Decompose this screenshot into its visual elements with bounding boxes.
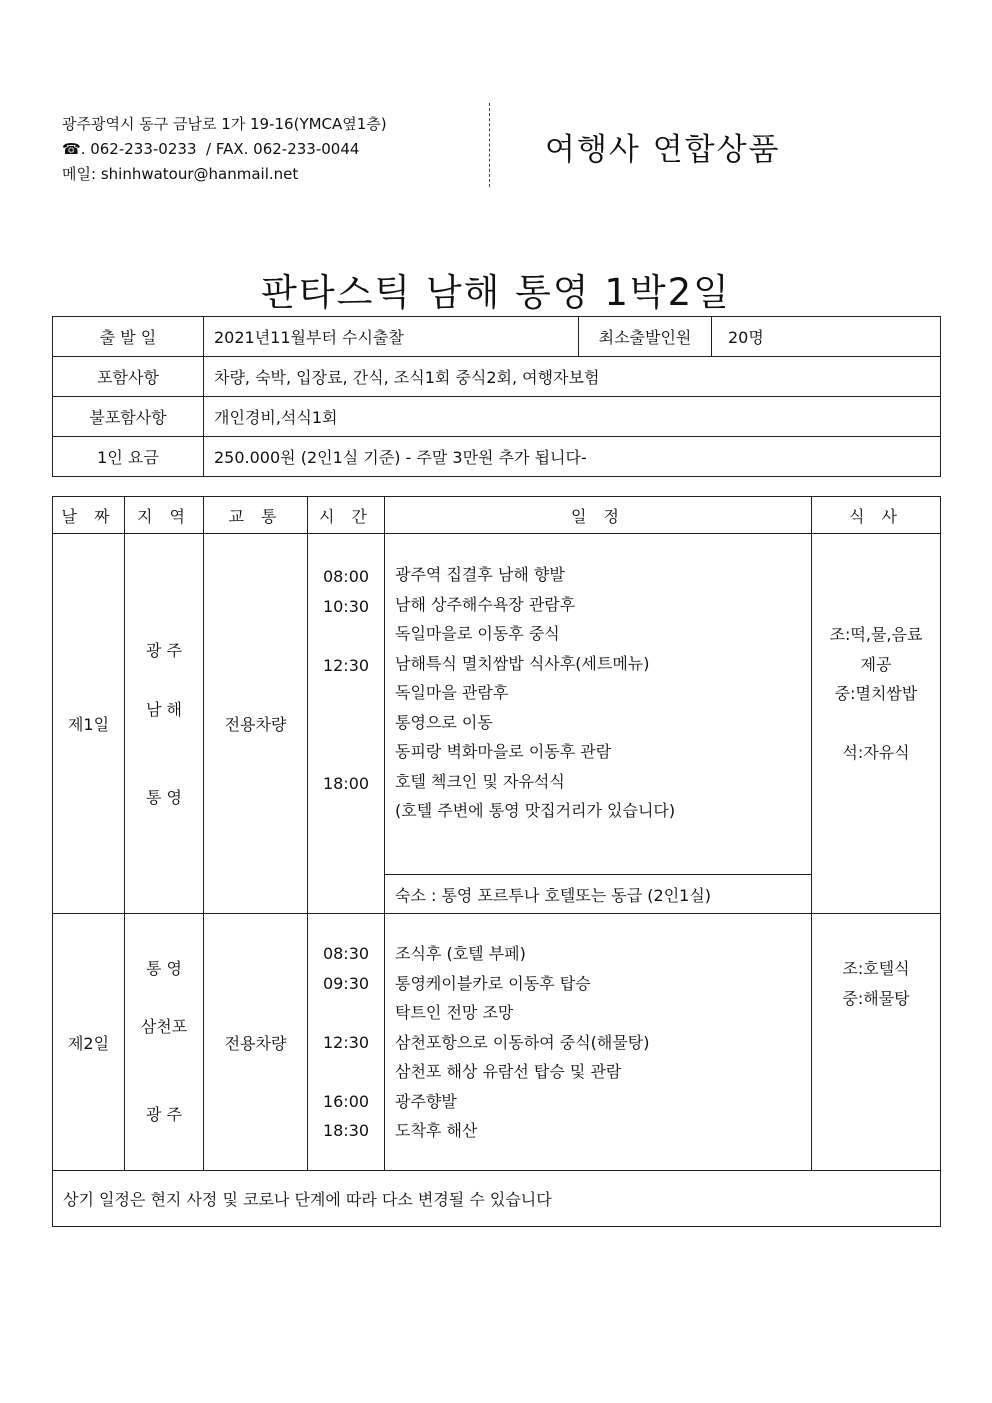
time-slot: 08:00 — [322, 567, 370, 586]
min-people-label: 최소출발인원 — [579, 317, 712, 357]
time-slot — [308, 998, 384, 1028]
itinerary-item: 독일마을로 이동후 중식 — [395, 624, 560, 643]
itinerary-item: 탁트인 전망 조망 — [395, 1003, 514, 1022]
phone-number: . 062-233-0233 — [80, 140, 197, 158]
header-meal: 식 사 — [812, 497, 941, 534]
day1-lodging: 숙소 : 통영 포르투나 호텔또는 동급 (2인1실) — [385, 875, 812, 914]
meal-item: 석:자유식 — [842, 743, 910, 762]
header-region: 지 역 — [125, 497, 204, 534]
day2-region: 삼천포 — [140, 1016, 188, 1036]
itinerary-item: 삼천포항으로 이동하여 중식(해물탕) — [395, 1032, 650, 1052]
meal-item: 조:호텔식 — [842, 959, 910, 978]
info-table — [52, 316, 941, 477]
company-address: 광주광역시 동구 금남로 1가 19-16(YMCA옆1층) — [62, 115, 387, 133]
day1-itinerary — [385, 534, 812, 875]
departure-value: 2021년11월부터 수시출찰 — [204, 317, 579, 357]
header-time: 시 간 — [308, 497, 385, 534]
time-slot — [308, 680, 384, 710]
included-row — [53, 357, 941, 397]
time-slot: 12:30 — [322, 655, 370, 675]
meal-item: 조:떡,물,음료 — [829, 625, 923, 644]
header-itinerary: 일 정 — [385, 497, 812, 534]
time-slot — [308, 710, 384, 740]
day2-label: 제2일 — [53, 914, 125, 1171]
header-transport: 교 통 — [204, 497, 308, 534]
itinerary-item: 통영케이블카로 이동후 탑승 — [395, 973, 591, 993]
time-slot: 09:30 — [322, 973, 370, 993]
excluded-value: 개인경비,석식1회 — [204, 397, 941, 437]
time-slot: 18:00 — [322, 773, 370, 793]
day2-region: 광 주 — [146, 1104, 182, 1124]
company-contact — [62, 112, 387, 187]
product-type: 여행사 연합상품 — [545, 132, 781, 168]
day1-transport: 전용차량 — [204, 534, 308, 914]
itinerary-item: 광주향발 — [395, 1091, 457, 1111]
meal-item: 중:멸치쌈밥 — [834, 684, 918, 703]
time-slot — [308, 1057, 384, 1087]
email-label: 메일: — [62, 165, 97, 183]
price-value: 250.000원 (2인1실 기준) - 주말 3만원 추가 됩니다- — [204, 437, 941, 477]
itinerary-item: 광주역 집결후 남해 향발 — [395, 565, 565, 584]
fax-number: / FAX. 062-233-0044 — [206, 140, 360, 158]
departure-label: 출 발 일 — [53, 317, 204, 357]
meal-item: 중:해물탕 — [842, 988, 910, 1008]
schedule-notice: 상기 일정은 현지 사정 및 코로나 단계에 따라 다소 변경될 수 있습니다 — [53, 1171, 941, 1227]
included-value: 차량, 숙박, 입장료, 간식, 조식1회 중식2회, 여행자보험 — [204, 357, 941, 397]
day2-meals — [812, 914, 941, 1171]
excluded-label: 불포함사항 — [53, 397, 204, 437]
day2-region: 통 영 — [146, 958, 182, 978]
itinerary-item: 남해특식 멸치쌈밥 식사후(세트메뉴) — [395, 653, 650, 673]
itinerary-item: 삼천포 해상 유람선 탑승 및 관람 — [395, 1062, 622, 1081]
schedule-header-row — [53, 497, 941, 534]
price-label: 1인 요금 — [53, 437, 204, 477]
day2-transport: 전용차량 — [204, 914, 308, 1171]
included-label: 포함사항 — [53, 357, 204, 397]
min-people-value: 20명 — [712, 317, 941, 357]
day1-region: 광 주 — [146, 640, 182, 660]
contact-phone-fax — [62, 137, 387, 162]
time-slot: 18:30 — [322, 1121, 370, 1140]
day1-label: 제1일 — [53, 534, 125, 914]
header-divider — [489, 103, 490, 187]
day2-regions — [125, 914, 204, 1171]
email-address[interactable]: shinhwatour@hanmail.net — [100, 165, 299, 183]
contact-email — [62, 162, 387, 187]
itinerary-item: 호텔 첵크인 및 자유석식 — [395, 771, 565, 791]
day2-row — [53, 914, 941, 1171]
phone-icon: ☎ — [62, 140, 81, 158]
itinerary-item: 남해 상주해수욕장 관람후 — [395, 594, 576, 614]
time-slot — [308, 739, 384, 769]
day2-times — [308, 914, 385, 1171]
itinerary-item: 조식후 (호텔 부페) — [395, 944, 526, 963]
time-slot: 08:30 — [322, 944, 370, 963]
schedule-table — [52, 496, 941, 1227]
time-slot: 16:00 — [322, 1091, 370, 1111]
day1-region: 남 해 — [146, 699, 182, 719]
itinerary-item: 도착후 해산 — [395, 1121, 478, 1140]
notice-row — [53, 1171, 941, 1227]
excluded-row — [53, 397, 941, 437]
page-title: 판타스틱 남해 통영 1박2일 — [261, 271, 731, 314]
header-date: 날 짜 — [53, 497, 125, 534]
time-slot: 12:30 — [322, 1032, 370, 1052]
day1-row — [53, 534, 941, 875]
itinerary-item: 동피랑 벽화마을로 이동후 관람 — [395, 742, 612, 761]
meal-item — [812, 709, 940, 739]
price-row — [53, 437, 941, 477]
day2-itinerary — [385, 914, 812, 1171]
time-slot — [308, 621, 384, 651]
time-slot: 10:30 — [322, 596, 370, 616]
day1-region: 통 영 — [146, 787, 182, 807]
departure-row — [53, 317, 941, 357]
itinerary-item: 통영으로 이동 — [395, 712, 493, 732]
meal-item: 제공 — [860, 654, 892, 674]
day1-times — [308, 534, 385, 914]
day1-meals — [812, 534, 941, 914]
day1-regions — [125, 534, 204, 914]
itinerary-item: 독일마을 관람후 — [395, 683, 509, 702]
itinerary-item: (호텔 주변에 통영 맛집거리가 있습니다) — [395, 801, 676, 820]
